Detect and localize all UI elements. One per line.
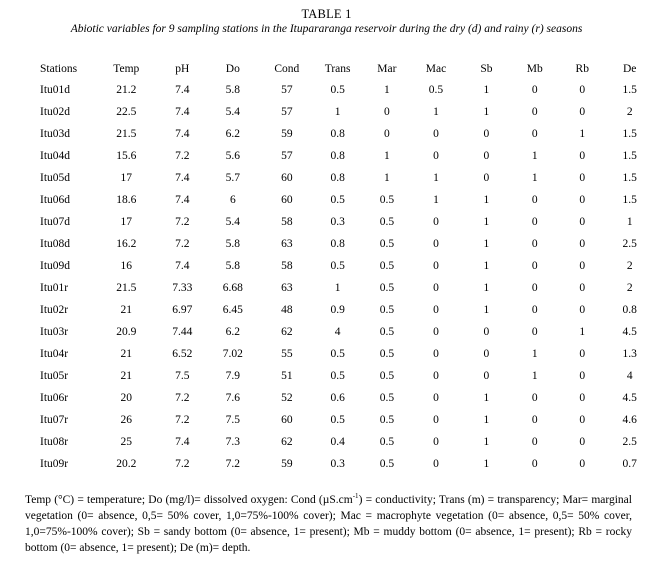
value-cell-cond: 52 bbox=[281, 392, 293, 404]
value-cell-do: 6.2 bbox=[225, 326, 240, 338]
table-row bbox=[40, 189, 653, 211]
value-cell-mb: 0 bbox=[531, 106, 538, 118]
table-row bbox=[40, 431, 653, 453]
value-cell-rb: 0 bbox=[579, 172, 586, 184]
value-cell-mar: 0.5 bbox=[379, 216, 395, 228]
table-row bbox=[40, 299, 653, 321]
value-cell-temp: 25 bbox=[120, 436, 133, 448]
value-cell-rb: 0 bbox=[579, 348, 586, 360]
value-cell-trans: 0.5 bbox=[330, 414, 345, 426]
value-cell-temp: 15.6 bbox=[116, 150, 137, 162]
station-cell: Itu05d bbox=[40, 172, 71, 184]
value-cell-sb: 1 bbox=[483, 216, 490, 228]
value-cell-trans: 0.8 bbox=[330, 172, 345, 184]
value-cell-do: 5.6 bbox=[225, 150, 240, 162]
footnote-text-start: Temp (°C) = temperature; Do (mg/l)= dissolved oxygen: Cond (µS.cm bbox=[25, 494, 353, 506]
table-row bbox=[40, 343, 653, 365]
value-cell-mar: 0.5 bbox=[379, 370, 395, 382]
column-header-trans: Trans bbox=[324, 62, 351, 75]
value-cell-de: 1.5 bbox=[622, 84, 637, 96]
value-cell-cond: 59 bbox=[281, 128, 293, 140]
value-cell-trans: 0.5 bbox=[330, 348, 345, 360]
value-cell-ph: 7.4 bbox=[175, 194, 190, 206]
table-title: TABLE 1 bbox=[301, 7, 352, 21]
value-cell-sb: 0 bbox=[483, 172, 490, 184]
value-cell-do: 6.2 bbox=[225, 128, 240, 140]
table-row bbox=[40, 79, 653, 101]
value-cell-temp: 21.2 bbox=[116, 84, 137, 96]
value-cell-mb: 1 bbox=[531, 370, 538, 382]
value-cell-cond: 63 bbox=[281, 238, 293, 250]
station-cell: Itu08d bbox=[40, 238, 71, 250]
value-cell-rb: 0 bbox=[579, 194, 586, 206]
value-cell-do: 6 bbox=[229, 194, 236, 206]
value-cell-cond: 57 bbox=[281, 106, 293, 118]
value-cell-mac: 0 bbox=[433, 282, 439, 294]
value-cell-rb: 0 bbox=[579, 370, 586, 382]
value-cell-de: 4.6 bbox=[622, 414, 637, 426]
value-cell-mar: 0.5 bbox=[379, 348, 395, 360]
value-cell-mac: 0 bbox=[433, 370, 439, 382]
value-cell-do: 7.5 bbox=[225, 414, 240, 426]
table-row bbox=[40, 453, 653, 475]
value-cell-rb: 0 bbox=[579, 260, 586, 272]
value-cell-ph: 6.52 bbox=[172, 348, 193, 360]
value-cell-de: 2.5 bbox=[622, 238, 637, 250]
value-cell-sb: 1 bbox=[483, 392, 490, 404]
value-cell-mb: 0 bbox=[531, 392, 538, 404]
value-cell-do: 5.4 bbox=[225, 106, 240, 118]
column-header-sb: Sb bbox=[480, 62, 493, 75]
station-cell: Itu02d bbox=[40, 106, 71, 118]
value-cell-temp: 18.6 bbox=[116, 194, 137, 206]
value-cell-ph: 7.2 bbox=[175, 458, 190, 470]
value-cell-de: 2 bbox=[626, 260, 633, 272]
value-cell-rb: 0 bbox=[579, 106, 586, 118]
value-cell-do: 7.9 bbox=[225, 370, 240, 382]
value-cell-do: 5.8 bbox=[225, 238, 240, 250]
value-cell-de: 1.5 bbox=[622, 172, 637, 184]
value-cell-mar: 0.5 bbox=[379, 458, 395, 470]
station-cell: Itu09r bbox=[40, 458, 69, 470]
value-cell-temp: 21.5 bbox=[116, 128, 137, 140]
table-row bbox=[40, 211, 653, 233]
column-header-de: De bbox=[623, 62, 637, 75]
table-body bbox=[40, 79, 653, 475]
value-cell-trans: 0.3 bbox=[330, 458, 345, 470]
value-cell-sb: 0 bbox=[483, 370, 490, 382]
value-cell-mar: 0 bbox=[384, 106, 390, 118]
column-header-mac: Mac bbox=[425, 62, 447, 75]
value-cell-mb: 0 bbox=[531, 194, 538, 206]
value-cell-sb: 0 bbox=[483, 150, 490, 162]
value-cell-trans: 1 bbox=[334, 282, 341, 294]
value-cell-sb: 0 bbox=[483, 326, 490, 338]
station-cell: Itu04d bbox=[40, 150, 71, 162]
value-cell-de: 2 bbox=[626, 106, 633, 118]
value-cell-mar: 0.5 bbox=[379, 304, 395, 316]
station-cell: Itu07r bbox=[40, 414, 69, 426]
value-cell-mb: 0 bbox=[531, 414, 538, 426]
value-cell-sb: 1 bbox=[483, 414, 490, 426]
value-cell-trans: 1 bbox=[334, 106, 341, 118]
value-cell-rb: 0 bbox=[579, 282, 586, 294]
value-cell-cond: 62 bbox=[281, 436, 293, 448]
value-cell-mac: 0 bbox=[433, 436, 439, 448]
table-row bbox=[40, 321, 653, 343]
value-cell-ph: 6.97 bbox=[172, 304, 193, 316]
footnote-text-end: ) = conductivity; Trans (m) = transparency; Mar= marginal vegetation (0= absence, 0,5= 50% cover, 1,0=75%-100% cover); Mac = macrophyte vegetation (0= absence, 0,5= 50% cover, 1,0=75%-100% cover); Sb = sandy bottom (0= absence, 1= present); Mb = muddy bottom (0= absence, 1= present); Rb = rocky bottom (0= absence, 1= present); De (m)= depth. bbox=[25, 494, 632, 554]
station-cell: Itu05r bbox=[40, 370, 69, 382]
value-cell-sb: 1 bbox=[483, 436, 490, 448]
value-cell-sb: 1 bbox=[483, 238, 490, 250]
value-cell-rb: 0 bbox=[579, 238, 586, 250]
value-cell-mb: 0 bbox=[531, 326, 538, 338]
value-cell-mar: 0.5 bbox=[379, 260, 395, 272]
value-cell-ph: 7.4 bbox=[175, 106, 190, 118]
value-cell-mac: 0 bbox=[433, 392, 439, 404]
station-cell: Itu09d bbox=[40, 260, 71, 272]
value-cell-ph: 7.5 bbox=[175, 370, 190, 382]
value-cell-rb: 0 bbox=[579, 304, 586, 316]
table-row bbox=[40, 167, 653, 189]
value-cell-mac: 1 bbox=[433, 172, 439, 184]
value-cell-cond: 58 bbox=[281, 260, 293, 272]
value-cell-ph: 7.44 bbox=[172, 326, 193, 338]
value-cell-ph: 7.2 bbox=[175, 216, 190, 228]
value-cell-temp: 20 bbox=[120, 392, 133, 404]
table-row bbox=[40, 101, 653, 123]
value-cell-temp: 21 bbox=[120, 348, 133, 360]
value-cell-mar: 1 bbox=[384, 84, 390, 96]
value-cell-mb: 1 bbox=[531, 172, 538, 184]
table-row bbox=[40, 123, 653, 145]
value-cell-temp: 22.5 bbox=[116, 106, 137, 118]
value-cell-de: 1.3 bbox=[622, 348, 637, 360]
value-cell-cond: 57 bbox=[281, 84, 293, 96]
value-cell-mac: 0 bbox=[433, 260, 439, 272]
value-cell-do: 7.2 bbox=[225, 458, 240, 470]
value-cell-mac: 0.5 bbox=[428, 84, 444, 96]
table-footnote bbox=[25, 492, 632, 556]
value-cell-ph: 7.33 bbox=[172, 282, 193, 294]
value-cell-temp: 17 bbox=[120, 172, 133, 184]
value-cell-temp: 21.5 bbox=[116, 282, 137, 294]
table-row bbox=[40, 387, 653, 409]
value-cell-mar: 0 bbox=[384, 128, 390, 140]
table-row bbox=[40, 409, 653, 431]
column-header-temp: Temp bbox=[113, 62, 140, 75]
value-cell-mac: 0 bbox=[433, 304, 439, 316]
value-cell-do: 7.02 bbox=[222, 348, 243, 360]
station-cell: Itu02r bbox=[40, 304, 69, 316]
value-cell-mar: 0.5 bbox=[379, 326, 395, 338]
value-cell-sb: 1 bbox=[483, 194, 490, 206]
value-cell-de: 1 bbox=[626, 216, 633, 228]
value-cell-trans: 0.5 bbox=[330, 84, 345, 96]
value-cell-mac: 0 bbox=[433, 216, 439, 228]
table-row bbox=[40, 255, 653, 277]
value-cell-mac: 0 bbox=[433, 238, 439, 250]
value-cell-cond: 51 bbox=[281, 370, 293, 382]
abiotic-variables-table bbox=[40, 58, 653, 475]
value-cell-de: 4.5 bbox=[622, 326, 637, 338]
value-cell-mac: 0 bbox=[433, 150, 439, 162]
value-cell-rb: 0 bbox=[579, 216, 586, 228]
value-cell-do: 6.45 bbox=[222, 304, 243, 316]
value-cell-trans: 0.5 bbox=[330, 194, 345, 206]
value-cell-cond: 60 bbox=[281, 414, 293, 426]
value-cell-mb: 0 bbox=[531, 458, 538, 470]
value-cell-de: 2 bbox=[626, 282, 633, 294]
value-cell-temp: 17 bbox=[120, 216, 133, 228]
value-cell-cond: 58 bbox=[281, 216, 293, 228]
value-cell-mac: 0 bbox=[433, 326, 439, 338]
value-cell-do: 5.8 bbox=[225, 84, 240, 96]
value-cell-mar: 0.5 bbox=[379, 194, 395, 206]
value-cell-ph: 7.2 bbox=[175, 414, 190, 426]
value-cell-sb: 0 bbox=[483, 348, 490, 360]
value-cell-do: 5.4 bbox=[225, 216, 240, 228]
value-cell-mb: 0 bbox=[531, 128, 538, 140]
station-cell: Itu03r bbox=[40, 326, 69, 338]
value-cell-rb: 0 bbox=[579, 414, 586, 426]
column-header-rb: Rb bbox=[575, 62, 589, 75]
value-cell-ph: 7.4 bbox=[175, 436, 190, 448]
value-cell-mar: 0.5 bbox=[379, 238, 395, 250]
value-cell-cond: 60 bbox=[281, 172, 293, 184]
value-cell-trans: 0.3 bbox=[330, 216, 345, 228]
value-cell-temp: 21 bbox=[120, 370, 133, 382]
column-header-mar: Mar bbox=[377, 62, 397, 75]
value-cell-rb: 0 bbox=[579, 84, 586, 96]
value-cell-mb: 0 bbox=[531, 216, 538, 228]
value-cell-do: 5.7 bbox=[225, 172, 240, 184]
value-cell-mac: 0 bbox=[433, 458, 439, 470]
table-row bbox=[40, 365, 653, 387]
value-cell-ph: 7.4 bbox=[175, 128, 190, 140]
value-cell-cond: 60 bbox=[281, 194, 293, 206]
value-cell-rb: 0 bbox=[579, 150, 586, 162]
value-cell-sb: 0 bbox=[483, 128, 490, 140]
station-cell: Itu06r bbox=[40, 392, 69, 404]
value-cell-trans: 0.8 bbox=[330, 238, 345, 250]
value-cell-temp: 20.9 bbox=[116, 326, 137, 338]
station-cell: Itu04r bbox=[40, 348, 69, 360]
value-cell-mac: 1 bbox=[433, 106, 439, 118]
value-cell-do: 7.6 bbox=[225, 392, 240, 404]
value-cell-cond: 63 bbox=[281, 282, 293, 294]
station-cell: Itu01d bbox=[40, 84, 71, 96]
value-cell-de: 0.7 bbox=[622, 458, 637, 470]
value-cell-mb: 0 bbox=[531, 238, 538, 250]
value-cell-ph: 7.4 bbox=[175, 84, 190, 96]
value-cell-mb: 0 bbox=[531, 260, 538, 272]
value-cell-rb: 0 bbox=[579, 458, 586, 470]
column-header-mb: Mb bbox=[526, 62, 543, 75]
value-cell-de: 1.5 bbox=[622, 128, 637, 140]
value-cell-ph: 7.2 bbox=[175, 392, 190, 404]
value-cell-temp: 21 bbox=[120, 304, 133, 316]
column-header-cond: Cond bbox=[274, 62, 300, 75]
value-cell-sb: 1 bbox=[483, 84, 490, 96]
value-cell-do: 5.8 bbox=[225, 260, 240, 272]
value-cell-mar: 1 bbox=[384, 172, 390, 184]
value-cell-mb: 0 bbox=[531, 304, 538, 316]
value-cell-trans: 0.8 bbox=[330, 150, 345, 162]
value-cell-mar: 0.5 bbox=[379, 282, 395, 294]
table-header-row bbox=[40, 58, 653, 79]
station-cell: Itu03d bbox=[40, 128, 71, 140]
value-cell-trans: 0.4 bbox=[330, 436, 345, 448]
value-cell-rb: 1 bbox=[579, 128, 586, 140]
column-header-stations: Stations bbox=[40, 62, 78, 75]
value-cell-de: 1.5 bbox=[622, 194, 637, 206]
station-cell: Itu08r bbox=[40, 436, 69, 448]
value-cell-mb: 0 bbox=[531, 84, 538, 96]
value-cell-sb: 1 bbox=[483, 458, 490, 470]
value-cell-mar: 0.5 bbox=[379, 414, 395, 426]
column-header-ph: pH bbox=[175, 62, 190, 75]
value-cell-de: 4.5 bbox=[622, 392, 637, 404]
value-cell-cond: 57 bbox=[281, 150, 293, 162]
table-caption: Abiotic variables for 9 sampling stations in the Itupararanga reservoir during the dry (d) and rainy (r) seasons bbox=[70, 23, 583, 35]
value-cell-rb: 1 bbox=[579, 326, 586, 338]
table-row bbox=[40, 233, 653, 255]
value-cell-ph: 7.2 bbox=[175, 150, 190, 162]
value-cell-de: 2.5 bbox=[622, 436, 637, 448]
value-cell-mac: 1 bbox=[433, 194, 439, 206]
value-cell-trans: 0.5 bbox=[330, 370, 345, 382]
value-cell-sb: 1 bbox=[483, 106, 490, 118]
footnote-superscript: -1 bbox=[352, 492, 359, 501]
value-cell-mac: 0 bbox=[433, 128, 439, 140]
value-cell-sb: 1 bbox=[483, 304, 490, 316]
value-cell-do: 7.3 bbox=[225, 436, 240, 448]
value-cell-trans: 0.9 bbox=[330, 304, 345, 316]
value-cell-rb: 0 bbox=[579, 436, 586, 448]
value-cell-mb: 0 bbox=[531, 436, 538, 448]
value-cell-trans: 0.5 bbox=[330, 260, 345, 272]
value-cell-temp: 26 bbox=[120, 414, 133, 426]
value-cell-mac: 0 bbox=[433, 348, 439, 360]
value-cell-trans: 4 bbox=[334, 326, 341, 338]
value-cell-temp: 16.2 bbox=[116, 238, 137, 250]
station-cell: Itu01r bbox=[40, 282, 69, 294]
value-cell-mb: 1 bbox=[531, 348, 538, 360]
column-header-do: Do bbox=[225, 62, 240, 75]
value-cell-cond: 59 bbox=[281, 458, 293, 470]
value-cell-ph: 7.2 bbox=[175, 238, 190, 250]
value-cell-cond: 48 bbox=[281, 304, 293, 316]
value-cell-mb: 1 bbox=[531, 150, 538, 162]
value-cell-sb: 1 bbox=[483, 282, 490, 294]
value-cell-ph: 7.4 bbox=[175, 172, 190, 184]
value-cell-rb: 0 bbox=[579, 392, 586, 404]
value-cell-de: 1.5 bbox=[622, 150, 637, 162]
value-cell-do: 6.68 bbox=[222, 282, 243, 294]
station-cell: Itu06d bbox=[40, 194, 71, 206]
value-cell-temp: 16 bbox=[120, 260, 133, 272]
table-row bbox=[40, 145, 653, 167]
value-cell-temp: 20.2 bbox=[116, 458, 137, 470]
value-cell-mar: 1 bbox=[384, 150, 390, 162]
value-cell-mar: 0.5 bbox=[379, 392, 395, 404]
value-cell-mar: 0.5 bbox=[379, 436, 395, 448]
value-cell-ph: 7.4 bbox=[175, 260, 190, 272]
value-cell-trans: 0.8 bbox=[330, 128, 345, 140]
value-cell-cond: 62 bbox=[281, 326, 293, 338]
station-cell: Itu07d bbox=[40, 216, 71, 228]
value-cell-sb: 1 bbox=[483, 260, 490, 272]
value-cell-mb: 0 bbox=[531, 282, 538, 294]
value-cell-de: 4 bbox=[626, 370, 633, 382]
value-cell-mac: 0 bbox=[433, 414, 439, 426]
value-cell-trans: 0.6 bbox=[330, 392, 345, 404]
table-row bbox=[40, 277, 653, 299]
value-cell-de: 0.8 bbox=[622, 304, 637, 316]
value-cell-cond: 55 bbox=[281, 348, 293, 360]
